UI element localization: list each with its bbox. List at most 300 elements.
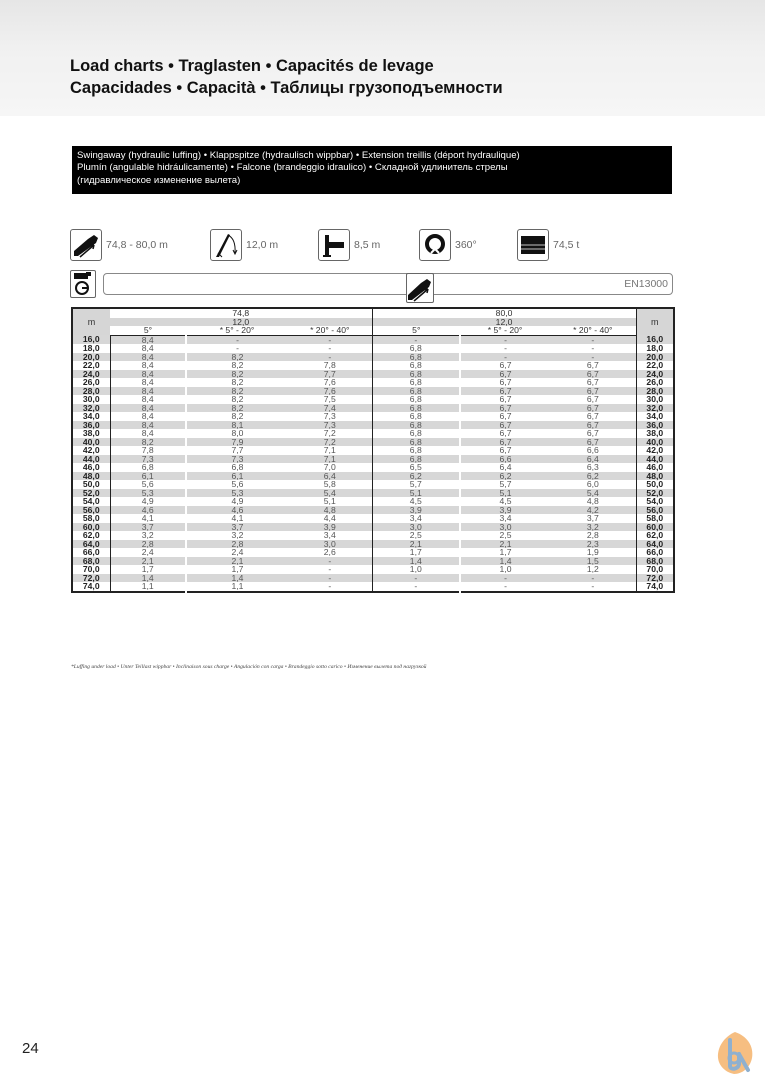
load-cell: 1,4 [141,572,154,583]
load-cell: - [460,574,550,583]
load-cell: 5,1 [323,496,336,506]
load-cell: 6,0 [586,479,599,489]
radius-cell: 26,0 [72,378,110,387]
radius-cell: 74,0 [72,582,110,592]
norm-label: EN13000 [624,278,668,290]
load-cell: 7,9 [186,438,288,447]
load-cell: 6,8 [372,378,460,387]
load-cell: 6,7 [460,446,550,455]
load-cell: 1,1 [141,581,154,591]
load-cell: 2,4 [186,548,288,557]
table-row [72,506,674,515]
load-cell: 5,3 [141,487,154,498]
load-cell: 6,7 [586,402,599,413]
radius-cell: 34,0 [636,412,674,421]
load-cell: 6,8 [141,462,154,472]
radius-cell: 40,0 [72,438,110,447]
spec-swingaway [210,229,278,261]
radius-cell: 52,0 [636,489,674,498]
jib-length-b: 12,0 [372,318,636,327]
load-cell: 6,8 [372,370,460,379]
radius-cell: 22,0 [72,361,110,370]
load-cell: 6,8 [372,361,460,370]
load-cell: 6,8 [372,387,460,396]
spec-label: 8,5 m [354,239,381,251]
radius-cell: 58,0 [636,514,674,523]
load-cell: 6,8 [372,412,460,421]
load-cell: 6,7 [586,368,599,379]
radius-cell: 62,0 [636,531,674,540]
jib-length-a: 12,0 [110,318,372,327]
load-cell: 2,5 [460,531,550,540]
table-row [72,370,674,379]
load-cell: 6,7 [460,361,550,370]
load-cell: 5,1 [460,489,550,498]
page-title-line-2: Capacidades • Capacità • Таблицы грузоподъемности [70,79,503,97]
radius-cell: 42,0 [72,446,110,455]
radius-cell: 56,0 [72,506,110,515]
radius-cell: 54,0 [636,497,674,506]
table-row [72,412,674,421]
table-row [72,557,674,566]
load-cell: - [372,582,460,592]
radius-cell: 68,0 [72,557,110,566]
radius-cell: 64,0 [72,540,110,549]
load-cell: 8,4 [141,402,154,413]
load-cell: 2,1 [372,540,460,549]
spec-slewing [419,229,477,261]
radius-cell: 64,0 [636,540,674,549]
load-cell: 3,4 [372,514,460,523]
load-cell: 2,5 [372,531,460,540]
load-cell: 6,8 [372,353,460,362]
page-number: 24 [22,1040,39,1057]
radius-cell: 46,0 [72,463,110,472]
load-cell: 6,2 [586,470,599,481]
swingaway-length-icon [210,229,242,261]
load-cell: 2,8 [141,538,154,549]
load-cell: 5,6 [141,479,154,489]
config-row [70,270,673,298]
load-cell: - [328,351,332,362]
table-row [72,446,674,455]
load-cell: 8,2 [186,353,288,362]
radius-cell: 60,0 [72,523,110,532]
radius-cell: 28,0 [636,387,674,396]
load-cell: 8,2 [141,436,154,447]
spec-counterweight [517,229,579,261]
radius-cell: 20,0 [72,353,110,362]
load-cell: 3,4 [323,530,336,540]
load-cell: - [591,581,595,591]
load-cell: 6,7 [460,429,550,438]
load-cell: 3,7 [186,523,288,532]
load-cell: 5,3 [186,489,288,498]
load-cell: 4,9 [141,496,154,506]
load-cell: 1,7 [460,548,550,557]
load-cell: 8,2 [186,404,288,413]
load-cell: 7,8 [141,445,154,455]
load-cell: 8,4 [141,360,154,370]
load-cell: 5,1 [372,489,460,498]
load-cell: 4,8 [323,504,336,515]
radius-cell: 72,0 [72,574,110,583]
load-cell: 2,8 [586,530,599,540]
table-row [72,455,674,464]
load-cell: 8,2 [186,361,288,370]
load-cell: 1,4 [186,574,288,583]
radius-header-right: m [636,308,674,335]
radius-cell: 30,0 [72,395,110,404]
load-chart-table [71,307,675,593]
load-cell: - [460,582,550,592]
load-cell: 8,4 [141,428,154,438]
load-cell: 3,7 [586,513,599,523]
load-cell: 1,5 [586,555,599,566]
table-row [72,404,674,413]
load-cell: 2,1 [460,540,550,549]
load-cell: 8,4 [141,368,154,379]
load-cell: 8,4 [141,394,154,404]
radius-cell: 34,0 [72,412,110,421]
load-cell: 1,7 [372,548,460,557]
table-row [72,361,674,370]
load-cell: 8,4 [141,385,154,396]
outrigger-span-icon [318,229,350,261]
load-cell: 6,7 [460,421,550,430]
load-cell: 8,0 [186,429,288,438]
load-cell: - [372,335,460,344]
load-cell: - [328,572,332,583]
table-row [72,429,674,438]
load-cell: 4,9 [186,497,288,506]
load-cell: 1,1 [186,582,288,592]
load-cell: 8,4 [141,419,154,430]
radius-cell: 38,0 [72,429,110,438]
load-cell: 3,0 [460,523,550,532]
boom-length-80-0: 80,0 [372,308,636,318]
load-cell: 6,7 [586,385,599,396]
load-cell: 6,8 [372,421,460,430]
page-title [70,55,690,99]
slewing-360-icon [419,229,451,261]
radius-header-left: m [72,308,110,335]
load-cell: 7,2 [323,428,336,438]
load-cell: 6,8 [186,463,288,472]
radius-cell: 36,0 [636,421,674,430]
radius-cell: 48,0 [636,472,674,481]
footnote: *Luffing under load • Unter Teillast wippbar • Inclinaison sous charge • Angulación con carga • Brandeggio sotto carico • Изменение вылета под нагрузкой [71,664,427,670]
load-cell: 8,2 [186,387,288,396]
table-row [72,565,674,574]
radius-cell: 60,0 [636,523,674,532]
radius-cell: 54,0 [72,497,110,506]
load-cell: 1,4 [460,557,550,566]
load-cell: 8,4 [141,334,154,345]
load-cell: 5,7 [372,480,460,489]
load-cell: - [591,343,595,353]
load-cell: 8,4 [141,351,154,362]
load-cell: 1,0 [372,565,460,574]
load-cell: - [328,334,332,345]
load-cell: 5,8 [323,479,336,489]
radius-cell: 30,0 [636,395,674,404]
load-cell: - [591,334,595,345]
table-row [72,531,674,540]
boom-configuration-icon [406,273,434,303]
load-cell: 7,8 [323,360,336,370]
load-cell: 6,1 [141,470,154,481]
load-cell: 7,3 [323,419,336,430]
table-row [72,395,674,404]
load-cell: - [328,564,332,574]
load-cell: 7,1 [323,453,336,464]
table-row [72,548,674,557]
table-row [72,540,674,549]
load-cell: 3,4 [460,514,550,523]
load-cell: 6,7 [586,436,599,447]
watermark-logo [712,1030,758,1076]
load-cell: 4,5 [460,497,550,506]
load-cell: 7,7 [186,446,288,455]
radius-cell: 38,0 [636,429,674,438]
radius-cell: 74,0 [636,582,674,592]
load-cell: 6,7 [460,378,550,387]
load-cell: 7,7 [323,368,336,379]
radius-cell: 16,0 [72,335,110,344]
load-cell: 7,0 [323,462,336,472]
load-cell: 6,4 [586,453,599,464]
load-cell: 7,3 [323,411,336,421]
load-cell: 3,2 [141,530,154,540]
load-cell: 8,2 [186,378,288,387]
load-cell: - [460,335,550,344]
load-cell: 2,8 [186,540,288,549]
radius-cell: 58,0 [72,514,110,523]
load-cell: 5,4 [323,487,336,498]
load-cell: 7,2 [323,436,336,447]
radius-cell: 70,0 [636,565,674,574]
load-cell: 8,2 [186,412,288,421]
load-cell: 7,6 [323,385,336,396]
radius-cell: 26,0 [636,378,674,387]
radius-cell: 32,0 [636,404,674,413]
load-cell: 4,1 [186,514,288,523]
radius-cell: 72,0 [636,574,674,583]
load-cell: 6,7 [586,411,599,421]
load-cell: 2,4 [141,547,154,557]
load-cell: 7,1 [323,445,336,455]
radius-cell: 24,0 [636,370,674,379]
load-cell: 1,2 [586,564,599,574]
load-cell: 7,3 [186,455,288,464]
spec-main-boom [70,229,168,261]
load-cell: 1,0 [460,565,550,574]
radius-cell: 24,0 [72,370,110,379]
radius-cell: 48,0 [72,472,110,481]
load-cell: 1,4 [372,557,460,566]
radius-cell: 68,0 [636,557,674,566]
load-cell: 4,5 [372,497,460,506]
radius-cell: 46,0 [636,463,674,472]
load-cell: 2,6 [323,547,336,557]
load-cell: 4,6 [141,504,154,515]
load-cell: 6,8 [372,395,460,404]
load-cell: 3,0 [372,523,460,532]
load-cell: 6,1 [186,472,288,481]
load-cell: 3,9 [460,506,550,515]
table-row [72,514,674,523]
load-cell: - [328,343,332,353]
section-banner-line-2: Plumín (angulable hidráulicamente) • Falcone (brandeggio idraulico) • Складной удлинитель стрелы [77,162,508,174]
table-row [72,497,674,506]
load-cell: 6,7 [460,387,550,396]
load-cell: 3,7 [141,521,154,532]
load-cell: 2,3 [586,538,599,549]
angle-header: * 20° - 40° [288,326,372,335]
table-row [72,438,674,447]
load-cell: 6,8 [372,455,460,464]
load-cell: 7,6 [323,377,336,387]
table-row [72,523,674,532]
load-cell: - [328,555,332,566]
radius-cell: 16,0 [636,335,674,344]
section-banner [72,146,672,194]
spec-label: 74,8 - 80,0 m [106,239,168,251]
load-cell: 6,8 [372,429,460,438]
load-cell: 7,3 [141,453,154,464]
radius-cell: 52,0 [72,489,110,498]
table-row [72,344,674,353]
angle-header: * 5° - 20° [186,326,288,335]
radius-cell: 44,0 [636,455,674,464]
load-cell: 6,7 [460,404,550,413]
radius-cell: 32,0 [72,404,110,413]
load-cell: 6,2 [460,472,550,481]
radius-cell: 28,0 [72,387,110,396]
angle-header: * 5° - 20° [460,326,550,335]
counterweight-icon [517,229,549,261]
load-cell: 5,4 [586,487,599,498]
configuration-bar [103,273,673,295]
radius-cell: 70,0 [72,565,110,574]
table-row [72,421,674,430]
load-cell: 6,4 [323,470,336,481]
table-row [72,387,674,396]
load-cell: 4,6 [186,506,288,515]
radius-cell: 66,0 [72,548,110,557]
load-cell: 7,4 [323,402,336,413]
angle-header: * 20° - 40° [550,326,636,335]
angle-header: 5° [372,326,460,335]
table-row [72,335,674,344]
radius-cell: 20,0 [636,353,674,362]
table-row [72,489,674,498]
load-cell: - [186,335,288,344]
load-cell: 3,9 [323,521,336,532]
load-cell: 6,4 [460,463,550,472]
table-row [72,472,674,481]
spec-label: 74,5 t [553,239,580,251]
load-cell: 8,1 [186,421,288,430]
load-cell: 7,5 [323,394,336,404]
angle-header: 5° [110,326,186,335]
load-cell: 3,9 [372,506,460,515]
page-title-line-1: Load charts • Traglasten • Capacités de levage [70,57,434,75]
load-cell: 6,7 [460,438,550,447]
table-row [72,582,674,592]
load-cell: 5,7 [460,480,550,489]
load-cell: 8,4 [141,411,154,421]
table-row [72,353,674,362]
load-cell: 3,2 [586,521,599,532]
load-cell: 6,2 [372,472,460,481]
load-cell: 1,7 [186,565,288,574]
load-cell: 3,0 [323,538,336,549]
load-cell: 4,4 [323,513,336,523]
load-cell: 8,2 [186,370,288,379]
load-cell: - [186,344,288,353]
load-cell: 4,8 [586,496,599,506]
load-cell: 6,7 [586,394,599,404]
spec-label: 12,0 m [246,239,279,251]
table-row [72,480,674,489]
load-cell: 1,7 [141,564,154,574]
load-cell: 6,7 [460,370,550,379]
load-cell: 8,2 [186,395,288,404]
load-cell: 2,1 [186,557,288,566]
radius-cell: 18,0 [72,344,110,353]
load-cell: - [460,344,550,353]
boom-length-74-8: 74,8 [110,308,372,318]
load-cell: 6,8 [372,438,460,447]
outrigger-slewing-icon [70,270,96,298]
load-cell: - [460,353,550,362]
radius-cell: 42,0 [636,446,674,455]
load-cell: 6,5 [372,463,460,472]
load-cell: 6,8 [372,344,460,353]
load-cell: - [328,581,332,591]
load-cell: 6,7 [586,419,599,430]
load-cell: 4,1 [141,513,154,523]
load-cell: 4,2 [586,504,599,515]
radius-cell: 36,0 [72,421,110,430]
load-cell: 6,7 [460,412,550,421]
radius-cell: 66,0 [636,548,674,557]
load-cell: 6,8 [372,404,460,413]
radius-cell: 44,0 [72,455,110,464]
main-boom-length-icon [70,229,102,261]
radius-cell: 62,0 [72,531,110,540]
load-cell: 5,6 [186,480,288,489]
radius-cell: 40,0 [636,438,674,447]
spec-outrigger [318,229,380,261]
load-cell: - [591,572,595,583]
table-row [72,574,674,583]
table-row [72,378,674,387]
table-row [72,463,674,472]
load-cell: - [591,351,595,362]
load-cell: 6,6 [460,455,550,464]
section-banner-line-3: (гидравлическое изменение вылета) [77,174,241,186]
radius-cell: 56,0 [636,506,674,515]
load-cell: 6,8 [372,446,460,455]
load-table-body [72,335,674,592]
load-cell: - [372,574,460,583]
load-cell: 6,7 [460,395,550,404]
radius-cell: 22,0 [636,361,674,370]
load-cell: 6,7 [586,377,599,387]
